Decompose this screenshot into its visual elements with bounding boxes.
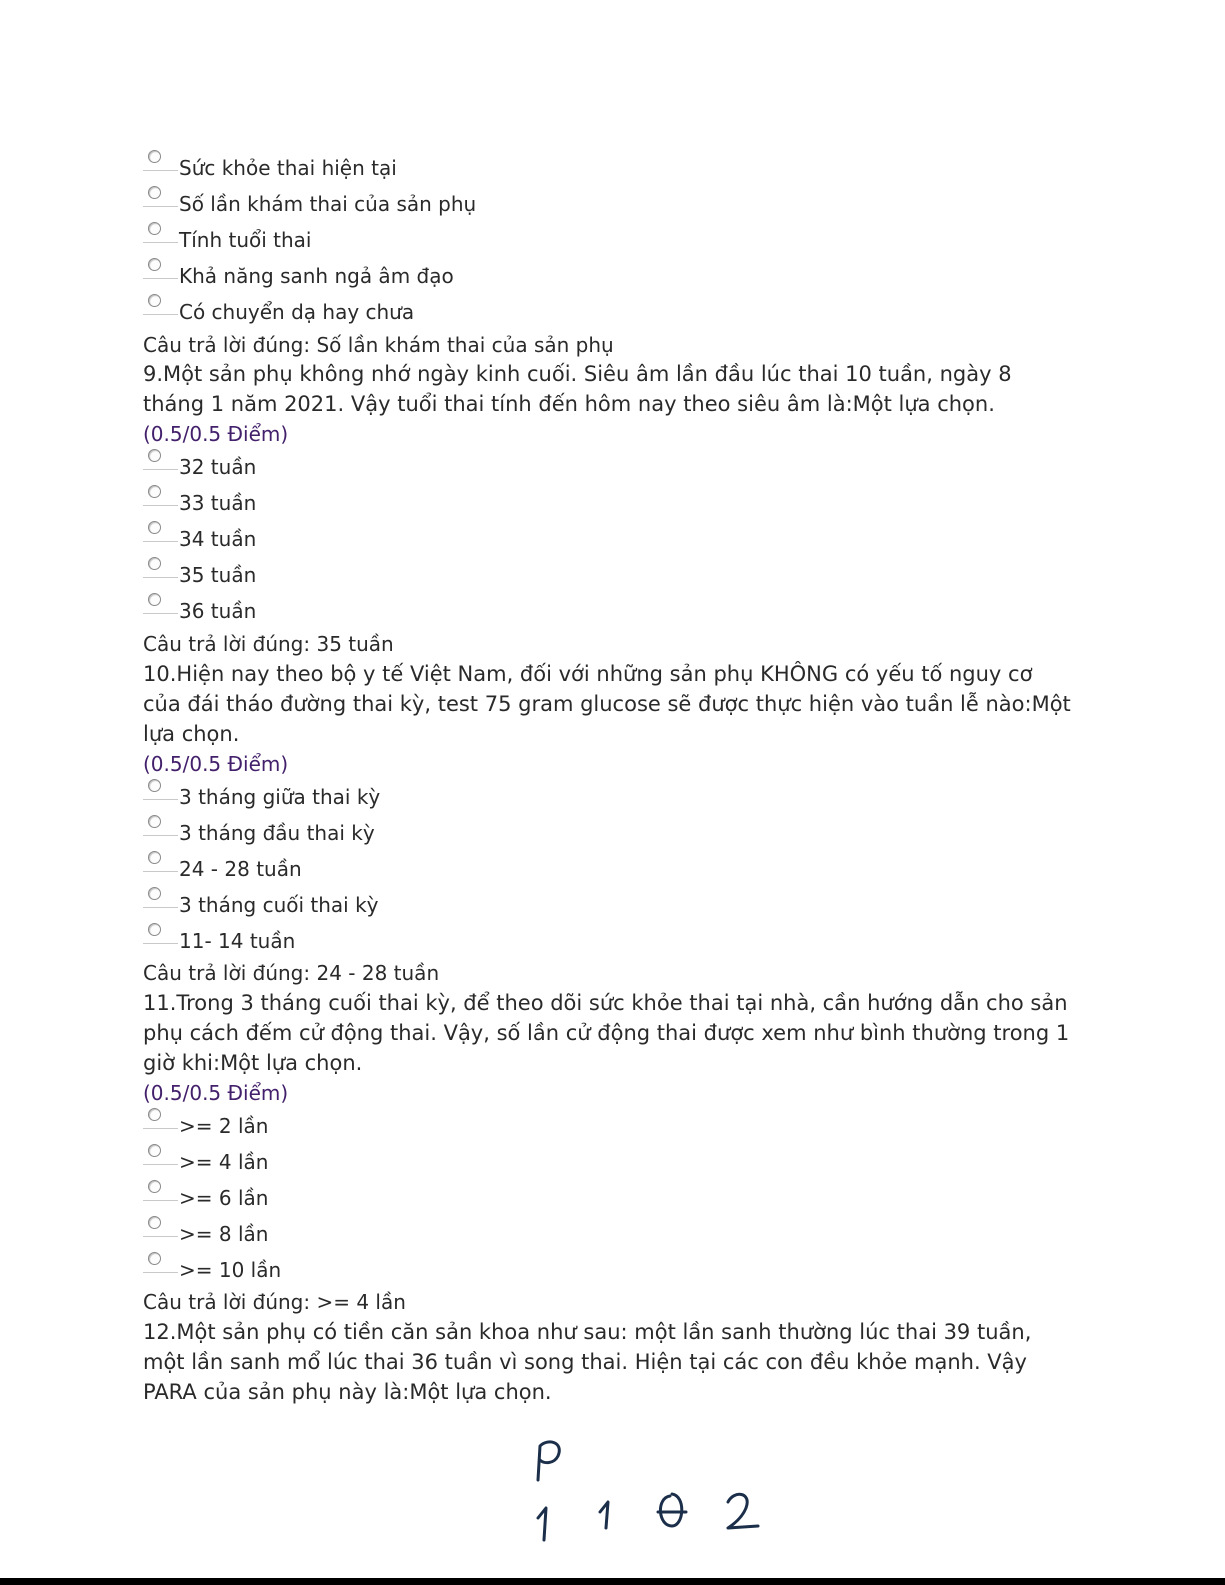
radio-button[interactable] (148, 485, 161, 498)
q8-option-3[interactable] (143, 222, 743, 258)
q11-text: 11.Trong 3 tháng cuối thai kỳ, để theo dõi sức khỏe thai tại nhà, cần hướng dẫn cho sản phụ cách đếm cử động thai. Vậy, số lần cử động thai được xem như bình thường trong 1 giờ khi:Một lựa chọn. (143, 991, 1070, 1075)
divider (143, 871, 178, 872)
radio-button[interactable] (148, 887, 161, 900)
radio-button[interactable] (148, 815, 161, 828)
q11-option-2[interactable] (143, 1144, 743, 1180)
option-label: >= 2 lần (179, 1114, 269, 1138)
divider (143, 1200, 178, 1201)
option-label: 35 tuần (179, 563, 257, 587)
option-label: 36 tuần (179, 599, 257, 623)
q9-option-4[interactable] (143, 557, 743, 593)
option-label: Tính tuổi thai (179, 228, 312, 252)
handwriting-svg (520, 1430, 780, 1560)
radio-button[interactable] (148, 449, 161, 462)
q8-option-2[interactable] (143, 186, 743, 222)
handwritten-annotation (520, 1430, 780, 1560)
divider (143, 613, 178, 614)
q11-points: (0.5/0.5 Điểm) (143, 1081, 289, 1105)
q10-option-2[interactable] (143, 815, 743, 851)
q9-option-2[interactable] (143, 485, 743, 521)
q11-option-3[interactable] (143, 1180, 743, 1216)
divider (143, 469, 178, 470)
radio-button[interactable] (148, 1108, 161, 1121)
q9-option-1[interactable] (143, 449, 743, 485)
divider (143, 907, 178, 908)
q10-option-3[interactable] (143, 851, 743, 887)
divider (143, 943, 178, 944)
divider (143, 799, 178, 800)
radio-button[interactable] (148, 521, 161, 534)
q10-option-5[interactable] (143, 923, 743, 959)
q9-points: (0.5/0.5 Điểm) (143, 422, 289, 446)
radio-button[interactable] (148, 1180, 161, 1193)
divider (143, 170, 178, 171)
divider (143, 1164, 178, 1165)
option-label: 33 tuần (179, 491, 257, 515)
radio-button[interactable] (148, 258, 161, 271)
handwritten-1a (538, 1508, 546, 1540)
divider (143, 835, 178, 836)
radio-button[interactable] (148, 1216, 161, 1229)
option-label: 3 tháng cuối thai kỳ (179, 893, 379, 917)
option-label: Khả năng sanh ngả âm đạo (179, 264, 454, 288)
divider (143, 1236, 178, 1237)
option-label: Có chuyển dạ hay chưa (179, 300, 415, 324)
option-label: 34 tuần (179, 527, 257, 551)
q11-correct-answer: Câu trả lời đúng: >= 4 lần (143, 1290, 406, 1314)
option-label: 32 tuần (179, 455, 257, 479)
handwritten-1b (600, 1502, 608, 1528)
radio-button[interactable] (148, 779, 161, 792)
handwritten-0 (658, 1494, 686, 1526)
radio-button[interactable] (148, 923, 161, 936)
radio-button[interactable] (148, 851, 161, 864)
option-label: >= 8 lần (179, 1222, 269, 1246)
q8-correct-answer: Câu trả lời đúng: Số lần khám thai của sản phụ (143, 333, 614, 357)
divider (143, 1272, 178, 1273)
q10-text: 10.Hiện nay theo bộ y tế Việt Nam, đối với những sản phụ KHÔNG có yếu tố nguy cơ của đái tháo đường thai kỳ, test 75 gram glucose sẽ được thực hiện vào tuần lễ nào:Một lựa chọn. (143, 662, 1071, 746)
option-label: Số lần khám thai của sản phụ (179, 192, 477, 216)
radio-button[interactable] (148, 557, 161, 570)
divider (143, 314, 178, 315)
divider (143, 242, 178, 243)
q12-text: 12.Một sản phụ có tiền căn sản khoa như sau: một lần sanh thường lúc thai 39 tuần, một lần sanh mổ lúc thai 36 tuần vì song thai. Hiện tại các con đều khỏe mạnh. Vậy PARA của sản phụ này là:Một lựa chọn. (143, 1320, 1032, 1404)
radio-button[interactable] (148, 1252, 161, 1265)
radio-button[interactable] (148, 593, 161, 606)
divider (143, 1128, 178, 1129)
q11-option-5[interactable] (143, 1252, 743, 1288)
radio-button[interactable] (148, 150, 161, 163)
option-label: >= 6 lần (179, 1186, 269, 1210)
option-label: 24 - 28 tuần (179, 857, 302, 881)
q8-option-5[interactable] (143, 294, 743, 330)
q10-correct-answer: Câu trả lời đúng: 24 - 28 tuần (143, 961, 440, 985)
option-label: 3 tháng đầu thai kỳ (179, 821, 375, 845)
divider (143, 278, 178, 279)
option-label: 3 tháng giữa thai kỳ (179, 785, 381, 809)
radio-button[interactable] (148, 222, 161, 235)
q10-option-1[interactable] (143, 779, 743, 815)
q8-option-4[interactable] (143, 258, 743, 294)
q10-option-4[interactable] (143, 887, 743, 923)
handwritten-p (538, 1442, 559, 1480)
option-label: >= 10 lần (179, 1258, 282, 1282)
q9-option-3[interactable] (143, 521, 743, 557)
radio-button[interactable] (148, 294, 161, 307)
radio-button[interactable] (148, 1144, 161, 1157)
divider (143, 541, 178, 542)
option-label: Sức khỏe thai hiện tại (179, 156, 397, 180)
q10-points: (0.5/0.5 Điểm) (143, 752, 289, 776)
q9-option-5[interactable] (143, 593, 743, 629)
option-label: 11- 14 tuần (179, 929, 296, 953)
handwritten-2 (728, 1494, 758, 1528)
q8-option-1[interactable] (143, 150, 743, 186)
radio-button[interactable] (148, 186, 161, 199)
q9-correct-answer: Câu trả lời đúng: 35 tuần (143, 632, 394, 656)
divider (143, 505, 178, 506)
divider (143, 206, 178, 207)
page-bottom-border (0, 1578, 1225, 1585)
q9-text: 9.Một sản phụ không nhớ ngày kinh cuối. Siêu âm lần đầu lúc thai 10 tuần, ngày 8 tháng 1 năm 2021. Vậy tuổi thai tính đến hôm nay theo siêu âm là:Một lựa chọn. (143, 362, 1012, 416)
option-label: >= 4 lần (179, 1150, 269, 1174)
q11-option-1[interactable] (143, 1108, 743, 1144)
divider (143, 577, 178, 578)
q11-option-4[interactable] (143, 1216, 743, 1252)
